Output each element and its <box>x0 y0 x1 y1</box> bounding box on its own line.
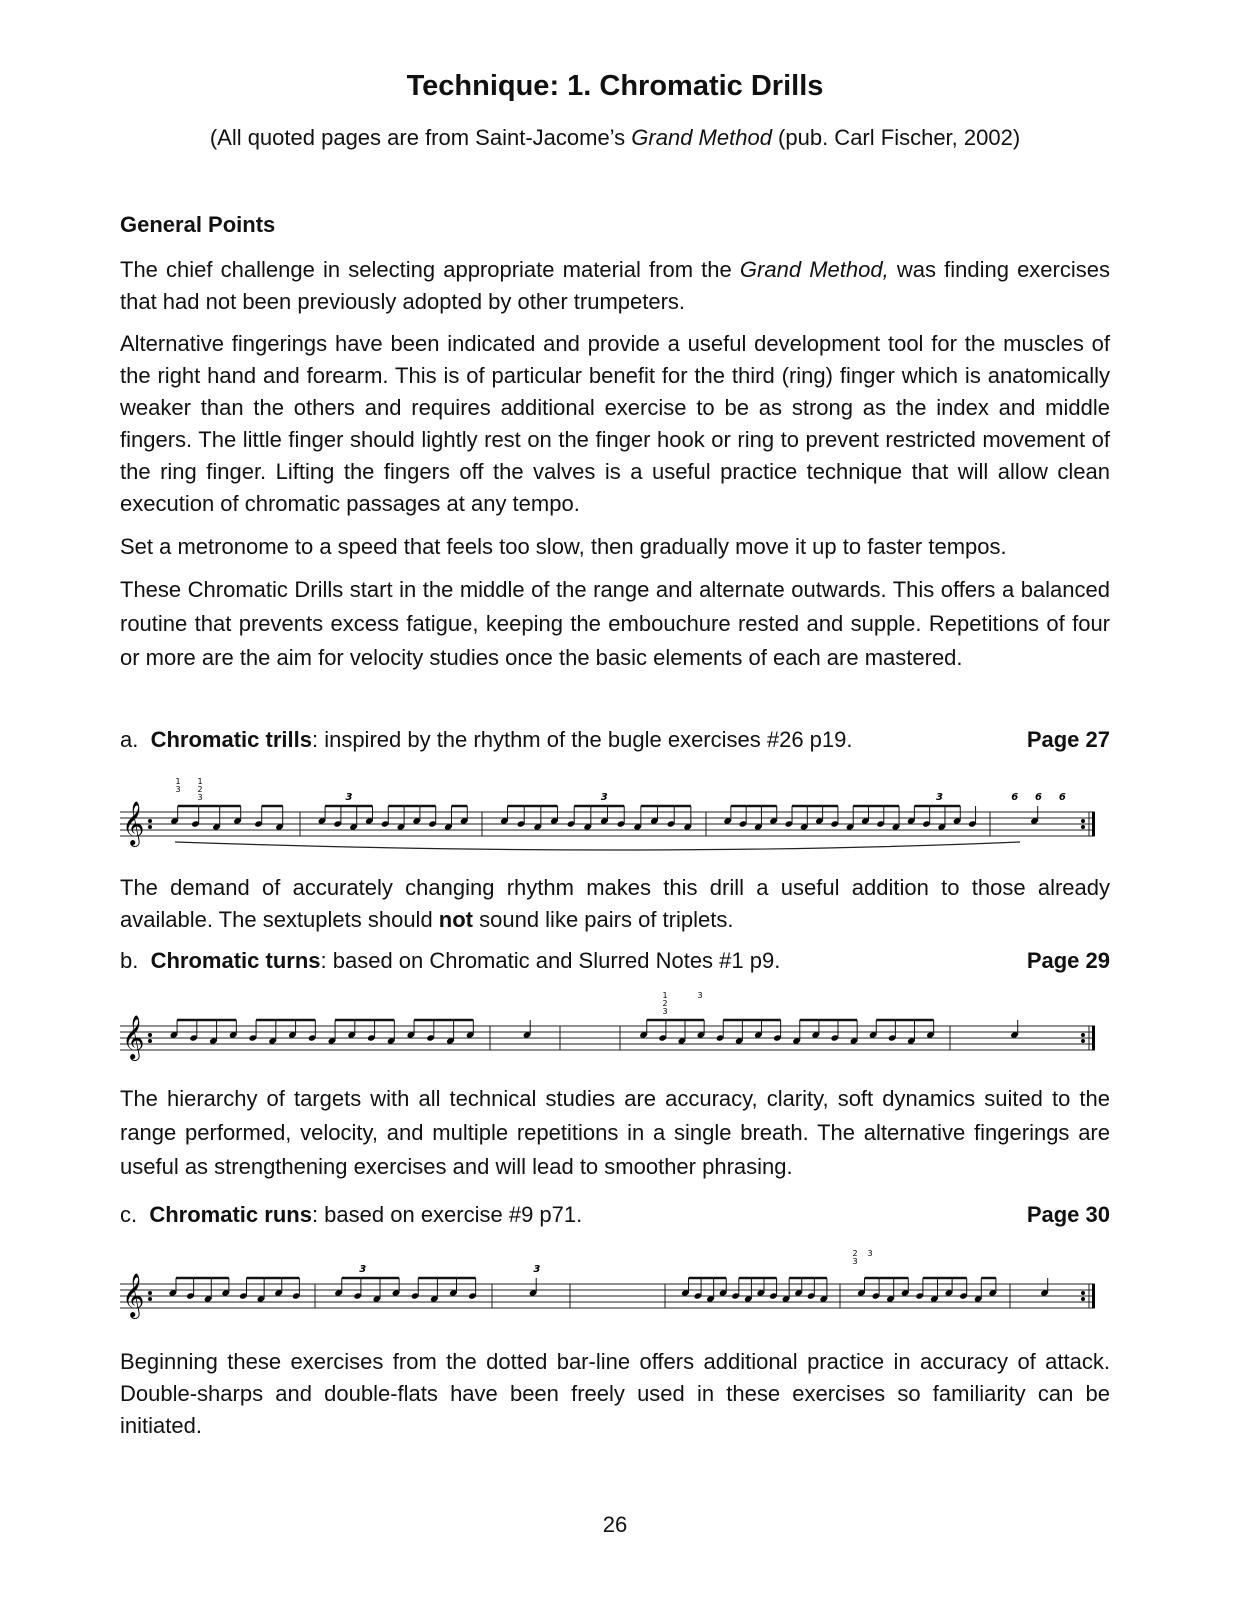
exercise-name: Chromatic trills <box>150 727 312 752</box>
repeat-dot <box>148 825 152 829</box>
exercise-letter: b. <box>120 948 139 973</box>
paragraph-after-a <box>120 872 1110 936</box>
tuplet-mark: 3 <box>600 792 608 803</box>
paragraph-3: Set a metronome to a speed that feels too slow, then gradually move it up to faster tempos. <box>120 534 1007 559</box>
fingering-number: 3 <box>867 1249 873 1258</box>
final-bar-thick <box>1092 1284 1095 1308</box>
after-a-text-b: sound like pairs of triplets. <box>473 907 734 932</box>
fingering-number: 1 <box>175 777 181 786</box>
exercise-letter: a. <box>120 727 139 752</box>
paragraph-1 <box>120 254 1110 318</box>
page-number: 26 <box>602 1512 628 1537</box>
subtitle <box>120 125 1110 151</box>
exercise-page-ref: Page 27 <box>1026 727 1110 752</box>
repeat-dot <box>148 819 152 823</box>
repeat-dot <box>1081 1033 1085 1037</box>
exercise-desc: : based on Chromatic and Slurred Notes #1 p9. <box>320 948 781 973</box>
treble-clef-icon: 𝄞 <box>122 1273 145 1317</box>
exercise-b-heading <box>120 948 1110 974</box>
exercise-name: Chromatic runs <box>149 1202 312 1227</box>
exercise-name: Chromatic turns <box>150 948 321 973</box>
tuplet-mark: 3 <box>345 792 353 803</box>
final-bar-thick <box>1092 812 1095 836</box>
tuplet-mark: 6 <box>1035 792 1043 803</box>
repeat-dot <box>1081 825 1085 829</box>
music-staff-b <box>120 988 1110 1068</box>
repeat-dot <box>1081 1039 1085 1043</box>
subtitle-book: Grand Method <box>631 125 772 150</box>
fingering-number: 3 <box>197 793 203 802</box>
fingering-number: 2 <box>197 785 203 794</box>
repeat-dot <box>148 1291 152 1295</box>
fingering-number: 3 <box>662 1007 668 1016</box>
subtitle-suffix: (pub. Carl Fischer, 2002) <box>771 125 1021 150</box>
p1-text-b: was finding exercises that had not been previously adopted by other trumpeters. <box>120 257 1110 314</box>
repeat-dot <box>1081 1291 1085 1295</box>
exercise-c-heading <box>120 1202 1110 1228</box>
treble-clef-icon: 𝄞 <box>122 1015 145 1059</box>
section-heading: General Points <box>120 212 276 237</box>
p1-text-a: The chief challenge in selecting appropriate material from the <box>120 257 740 282</box>
after-a-text-a: The demand of accurately changing rhythm makes this drill a useful addition to those already available. The sextuplets should <box>120 875 1110 932</box>
subtitle-prefix: (All quoted pages are from Saint-Jacome’s <box>209 125 632 150</box>
slur-curve <box>175 842 1020 850</box>
tuplet-mark: 3 <box>533 1264 541 1275</box>
repeat-dot <box>148 1297 152 1301</box>
after-a-bold: not <box>438 907 473 932</box>
exercise-letter: c. <box>120 1202 138 1227</box>
exercise-desc: : based on exercise #9 p71. <box>311 1202 583 1227</box>
repeat-dot <box>1081 819 1085 823</box>
page-title: Technique: 1. Chromatic Drills <box>406 70 824 102</box>
exercise-page-ref: Page 30 <box>1026 1202 1110 1227</box>
repeat-dot <box>148 1033 152 1037</box>
paragraph-4: These Chromatic Drills start in the middle of the range and alternate outwards. This offers a balanced routine that prevents excess fatigue, keeping the embouchure rested and supple. Repetitions of four or more are the aim for velocity studies once the basic elements of each are mastered. <box>120 577 1110 670</box>
document-page <box>120 0 1110 1600</box>
fingering-number: 2 <box>852 1249 858 1258</box>
exercise-page-ref: Page 29 <box>1026 948 1110 973</box>
tuplet-mark: 6 <box>1058 792 1066 803</box>
final-bar-thick <box>1092 1026 1095 1050</box>
exercise-desc: : inspired by the rhythm of the bugle exercises #26 p19. <box>311 727 853 752</box>
treble-clef-icon: 𝄞 <box>122 801 145 845</box>
fingering-number: 3 <box>697 991 703 1000</box>
tuplet-mark: 6 <box>1011 792 1019 803</box>
fingering-number: 2 <box>662 999 668 1008</box>
p1-book: Grand Method, <box>739 257 889 282</box>
fingering-number: 1 <box>197 777 203 786</box>
exercise-a-heading <box>120 727 1110 753</box>
tuplet-mark: 3 <box>359 1264 367 1275</box>
paragraph-2: Alternative fingerings have been indicated and provide a useful development tool for the muscles of the right hand and forearm. This is of particular benefit for the third (ring) finger which is anatomically weaker than the others and requires additional exercise to be as strong as the index and middle fingers. The little finger should lightly rest on the finger hook or ring to prevent restricted movement of the ring finger. Lifting the fingers off the valves is a useful practice technique that will allow clean execution of chromatic passages at any tempo. <box>120 331 1110 516</box>
tuplet-mark: 3 <box>936 792 944 803</box>
music-staff-a <box>120 770 1110 860</box>
fingering-number: 1 <box>662 991 668 1000</box>
fingering-number: 3 <box>175 785 181 794</box>
repeat-dot <box>1081 1297 1085 1301</box>
fingering-number: 3 <box>852 1257 858 1266</box>
paragraph-after-c: Beginning these exercises from the dotted bar-line offers additional practice in accuracy of attack. Double-sharps and double-flats have been freely used in these exercises so familiarity can be initiated. <box>120 1349 1110 1438</box>
music-staff-c <box>120 1246 1110 1326</box>
repeat-dot <box>148 1039 152 1043</box>
paragraph-after-b: The hierarchy of targets with all technical studies are accuracy, clarity, soft dynamics suited to the range performed, velocity, and multiple repetitions in a single breath. The alternative fingerings are useful as strengthening exercises and will lead to smoother phrasing. <box>120 1086 1110 1179</box>
